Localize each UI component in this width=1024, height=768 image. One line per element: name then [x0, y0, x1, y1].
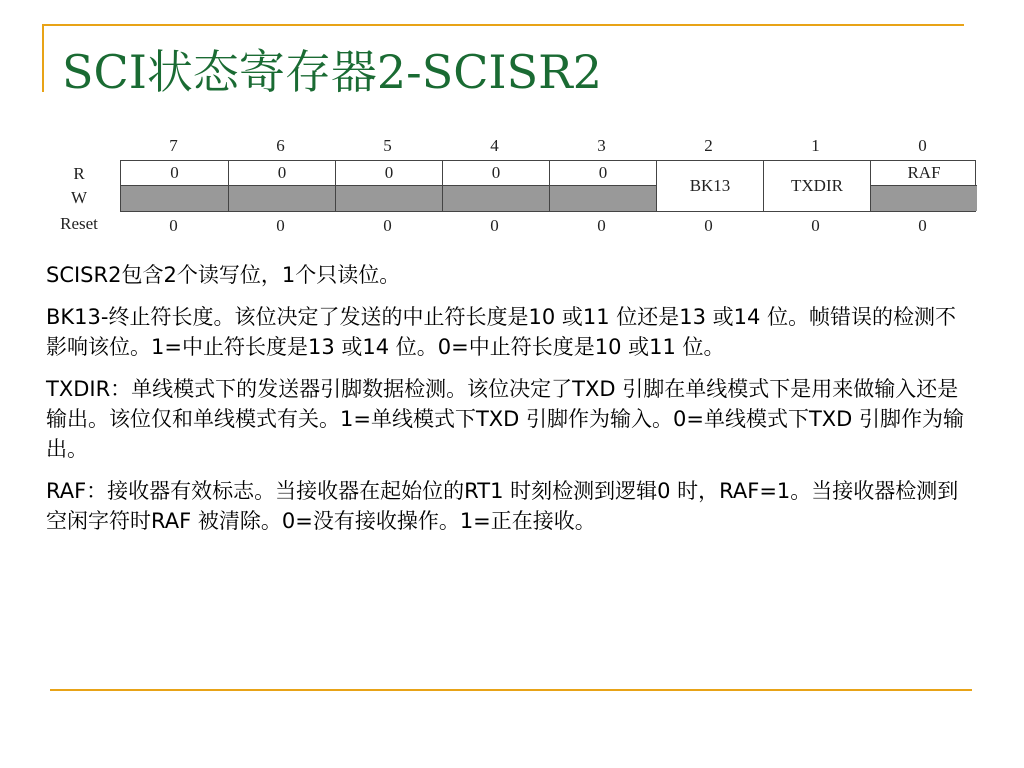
bit-read-value: 0	[228, 161, 335, 186]
bit-write-unused	[549, 186, 656, 211]
top-accent-rule	[44, 24, 964, 26]
bit-reset-value: 0	[597, 216, 606, 235]
bit-read-value: 0	[335, 161, 442, 186]
bit-read-value: 0	[549, 161, 656, 186]
bit-read-value: RAF	[870, 161, 977, 186]
bit-reset-value: 0	[276, 216, 285, 235]
row-label-read: R	[73, 164, 85, 183]
paragraph: RAF：接收器有效标志。当接收器在起始位的RT1 时刻检测到逻辑0 时，RAF=1。当接收器检测到空闲字符时RAF 被清除。0=没有接收操作。1=正在接收。	[46, 479, 959, 533]
bit-number: 4	[490, 136, 499, 155]
paragraph: SCISR2包含2个读写位，1个只读位。	[46, 263, 401, 287]
bit-field-txdir: TXDIR	[763, 161, 870, 211]
bit-read-value: 0	[121, 161, 228, 186]
description-text	[46, 260, 976, 548]
row-label-reset: Reset	[60, 214, 98, 233]
bit-read-value: 0	[442, 161, 549, 186]
row-label-write: W	[70, 188, 88, 207]
bit-number: 6	[276, 136, 285, 155]
bit-write-unused	[335, 186, 442, 211]
slide-title: SCI状态寄存器2-SCISR2	[62, 45, 602, 99]
bit-write-unused	[228, 186, 335, 211]
bit-write-unused	[870, 186, 977, 211]
register-diagram	[40, 136, 980, 240]
bit-number: 5	[383, 136, 392, 155]
left-accent-rule	[42, 24, 44, 92]
paragraph: TXDIR：单线模式下的发送器引脚数据检测。该位决定了TXD 引脚在单线模式下是用来做输入还是输出。该位仅和单线模式有关。1=单线模式下TXD 引脚作为输入。0=单线模式下TXD 引脚作为输出。	[46, 377, 965, 461]
bit-number: 7	[169, 136, 178, 155]
bit-reset-value: 0	[383, 216, 392, 235]
bottom-accent-rule	[50, 689, 972, 691]
bit-reset-value: 0	[811, 216, 820, 235]
bit-reset-value: 0	[490, 216, 499, 235]
bit-write-unused	[442, 186, 549, 211]
bit-number: 2	[704, 136, 713, 155]
bit-number: 0	[918, 136, 927, 155]
bit-reset-value: 0	[918, 216, 927, 235]
bit-reset-value: 0	[169, 216, 178, 235]
paragraph: BK13-终止符长度。该位决定了发送的中止符长度是10 或11 位还是13 或14 位。帧错误的检测不影响该位。1=中止符长度是13 或14 位。0=中止符长度是10 或11 位。	[46, 305, 957, 359]
bit-reset-value: 0	[704, 216, 713, 235]
bit-number: 3	[597, 136, 606, 155]
bit-write-unused	[121, 186, 228, 211]
bit-number: 1	[811, 136, 820, 155]
bit-field-bk13: BK13	[656, 161, 763, 211]
register-grid	[120, 160, 976, 212]
